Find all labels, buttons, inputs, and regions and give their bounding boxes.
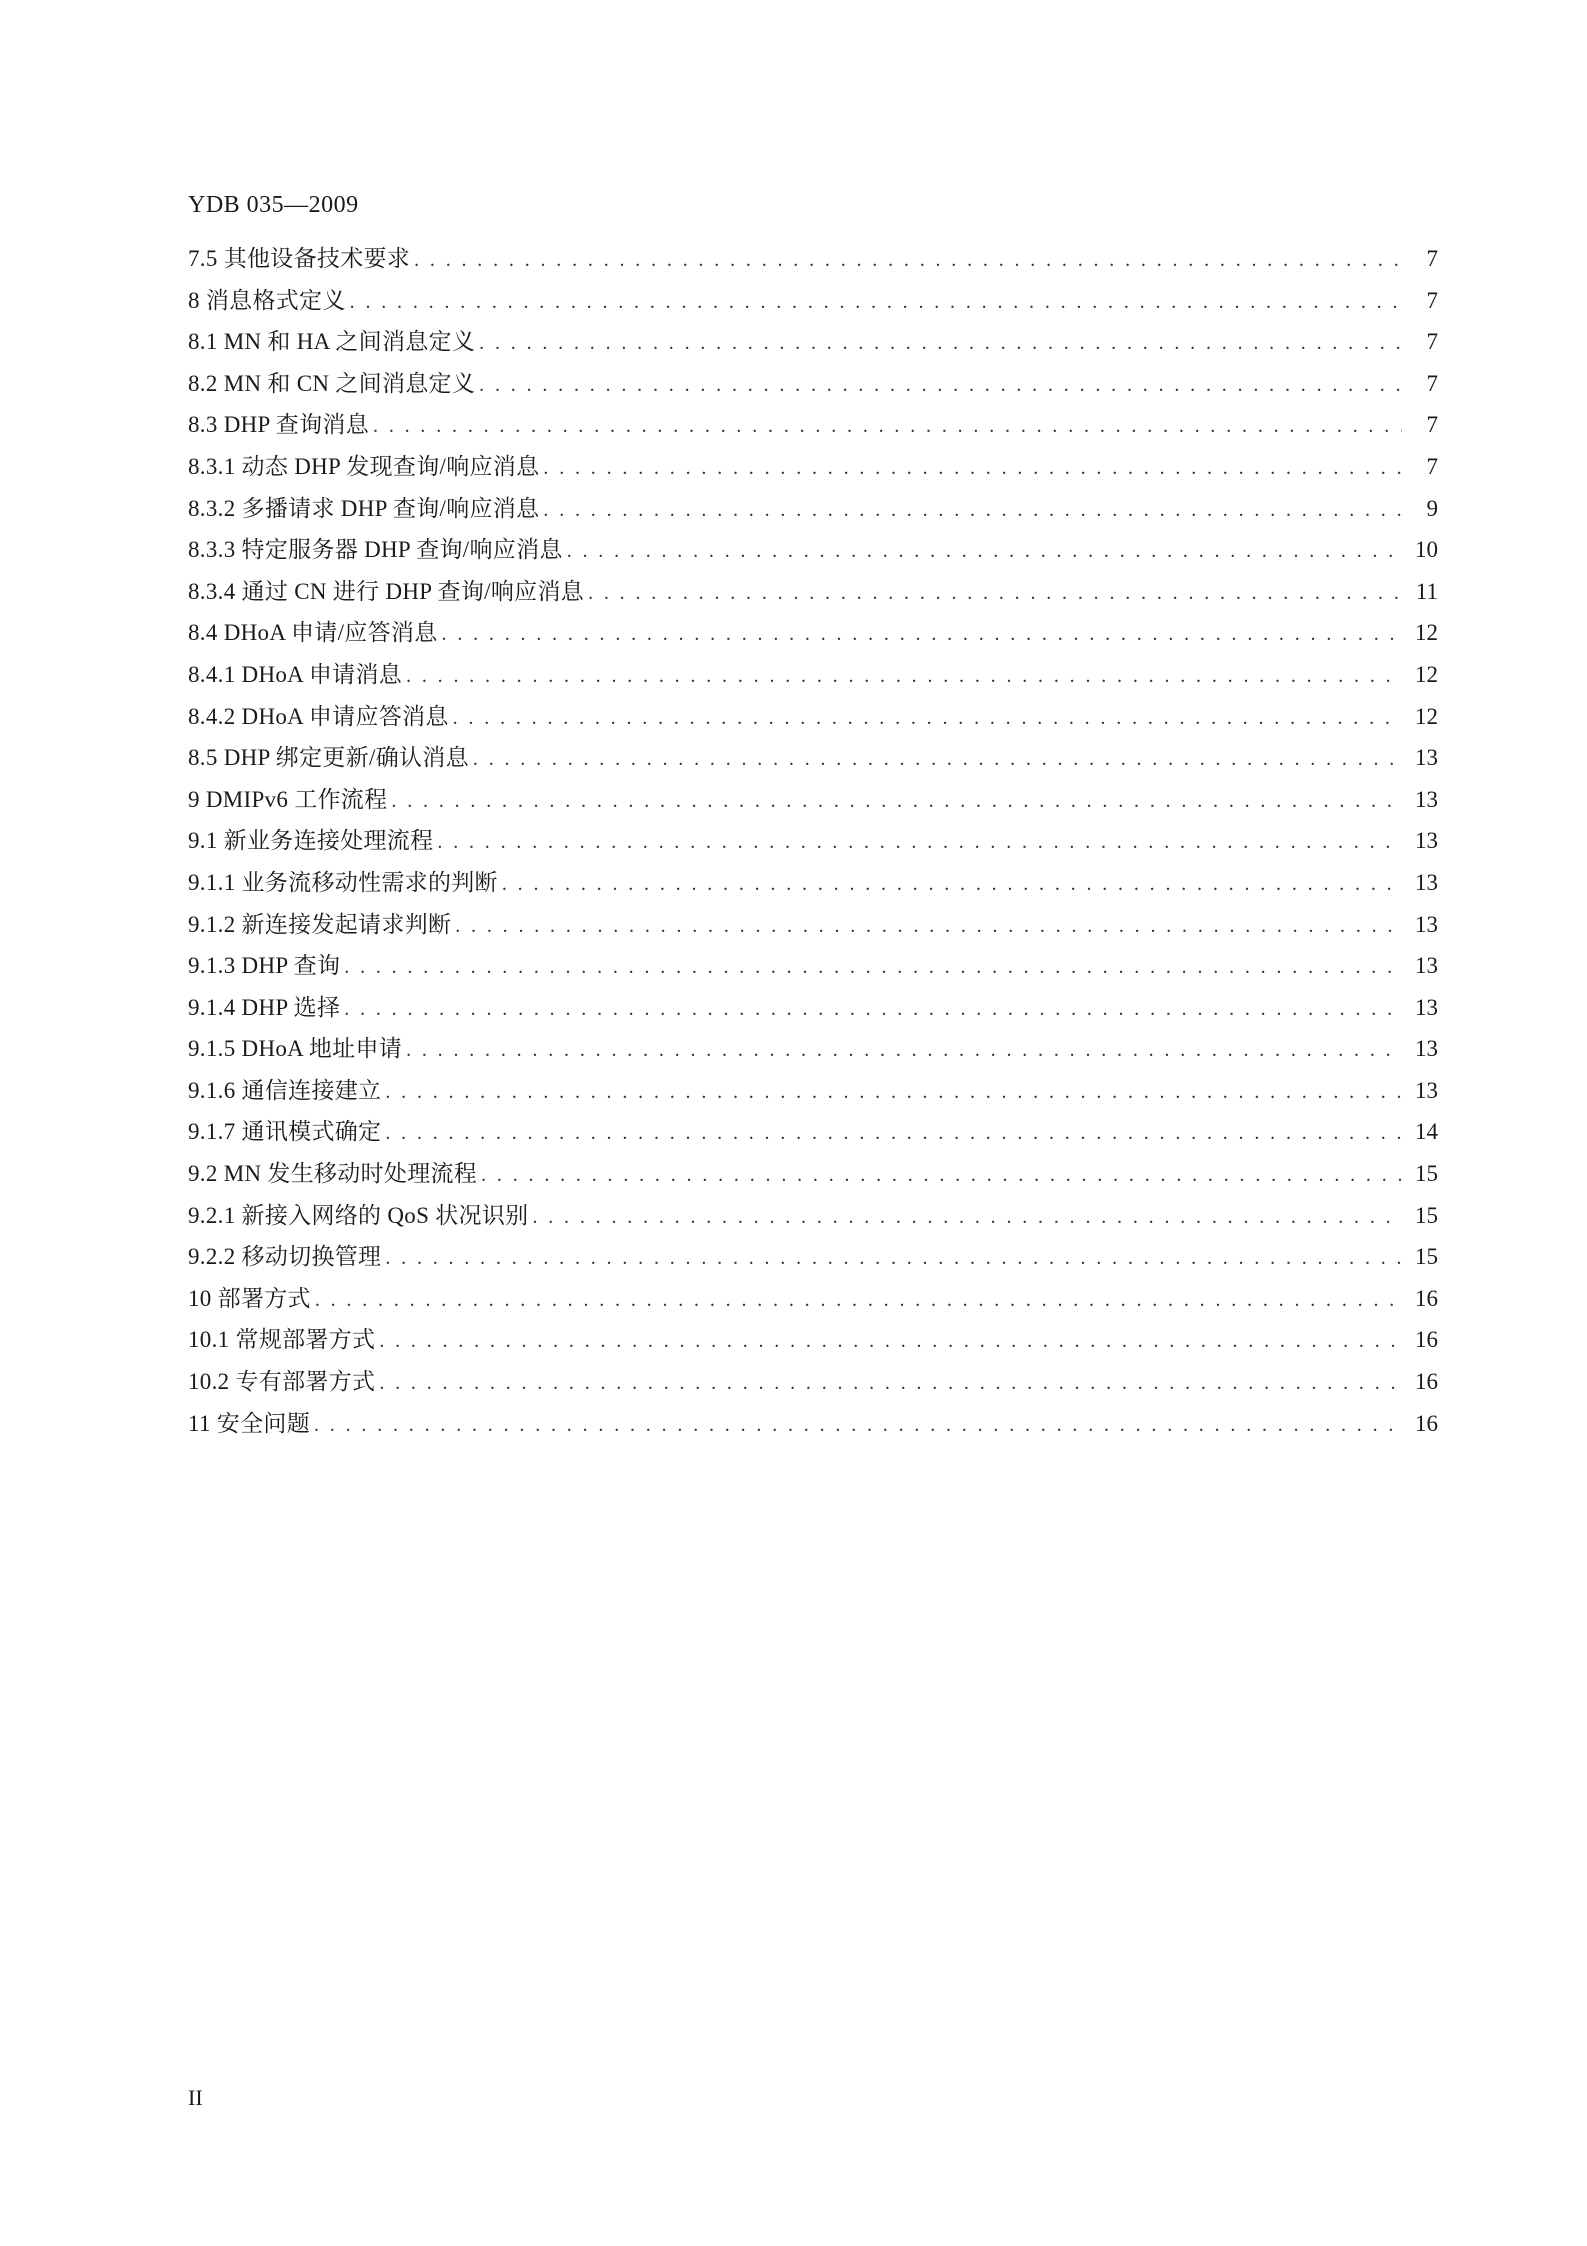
toc-entry-title: 8.3.1 动态 DHP 发现查询/响应消息 xyxy=(188,453,540,479)
toc-entry-title: 9.2.1 新接入网络的 QoS 状况识别 xyxy=(188,1202,529,1228)
toc-dot-leader xyxy=(437,831,1402,854)
toc-entry-page: 13 xyxy=(1415,1036,1438,1062)
toc-entry[interactable] xyxy=(188,822,1438,864)
toc-entry-page: 7 xyxy=(1426,453,1438,479)
toc-entry-page: 10 xyxy=(1415,537,1438,563)
toc-dot-leader xyxy=(315,1289,1402,1312)
toc-entry-title: 9.2 MN 发生移动时处理流程 xyxy=(188,1161,478,1187)
toc-dot-leader xyxy=(481,1164,1402,1187)
toc-dot-leader xyxy=(543,457,1402,480)
toc-entry[interactable] xyxy=(188,490,1438,532)
toc-entry-title: 8.5 DHP 绑定更新/确认消息 xyxy=(188,745,469,771)
toc-dot-leader xyxy=(385,1247,1402,1270)
toc-entry[interactable] xyxy=(188,1072,1438,1114)
toc-entry-title: 8.3.4 通过 CN 进行 DHP 查询/响应消息 xyxy=(188,578,585,604)
toc-entry[interactable] xyxy=(188,1155,1438,1197)
toc-entry-page: 9 xyxy=(1426,495,1438,521)
toc-dot-leader xyxy=(479,332,1402,355)
toc-entry[interactable] xyxy=(188,1113,1438,1155)
toc-entry-title: 9.1.3 DHP 查询 xyxy=(188,953,341,979)
toc-entry[interactable] xyxy=(188,323,1438,365)
toc-dot-leader xyxy=(344,998,1402,1021)
toc-entry-title: 10 部署方式 xyxy=(188,1285,311,1311)
toc-entry[interactable] xyxy=(188,1321,1438,1363)
toc-dot-leader xyxy=(385,1122,1402,1145)
toc-entry-page: 13 xyxy=(1415,745,1438,771)
toc-entry-title: 9.1.5 DHoA 地址申请 xyxy=(188,1036,403,1062)
toc-entry-page: 16 xyxy=(1415,1327,1438,1353)
toc-entry[interactable] xyxy=(188,906,1438,948)
toc-entry-page: 13 xyxy=(1415,828,1438,854)
toc-entry-title: 8.2 MN 和 CN 之间消息定义 xyxy=(188,370,476,396)
page-number: II xyxy=(188,2085,203,2110)
toc-entry-title: 9.1.6 通信连接建立 xyxy=(188,1077,382,1103)
toc-entry[interactable] xyxy=(188,781,1438,823)
toc-dot-leader xyxy=(385,1081,1402,1104)
toc-entry[interactable] xyxy=(188,1030,1438,1072)
toc-entry[interactable] xyxy=(188,698,1438,740)
toc-entry-page: 7 xyxy=(1426,287,1438,313)
toc-entry[interactable] xyxy=(188,1405,1438,1447)
toc-entry-title: 8.3 DHP 查询消息 xyxy=(188,412,370,438)
toc-dot-leader xyxy=(406,665,1402,688)
toc-dot-leader xyxy=(532,1206,1402,1229)
toc-entry[interactable] xyxy=(188,573,1438,615)
toc-entry-page: 13 xyxy=(1415,911,1438,937)
toc-entry-page: 7 xyxy=(1426,412,1438,438)
toc-dot-leader xyxy=(406,1039,1402,1062)
toc-entry-page: 16 xyxy=(1415,1369,1438,1395)
toc-dot-leader xyxy=(379,1330,1402,1353)
toc-entry-page: 13 xyxy=(1415,1077,1438,1103)
table-of-contents xyxy=(188,240,1438,1446)
toc-entry-title: 9.1.4 DHP 选择 xyxy=(188,994,341,1020)
toc-entry-page: 12 xyxy=(1415,661,1438,687)
toc-dot-leader xyxy=(344,956,1402,979)
toc-entry-page: 15 xyxy=(1415,1244,1438,1270)
toc-entry-page: 13 xyxy=(1415,994,1438,1020)
toc-entry-title: 8.4 DHoA 申请/应答消息 xyxy=(188,620,438,646)
toc-dot-leader xyxy=(350,291,1402,314)
toc-entry-title: 8.3.2 多播请求 DHP 查询/响应消息 xyxy=(188,495,540,521)
toc-dot-leader xyxy=(455,915,1402,938)
toc-entry[interactable] xyxy=(188,282,1438,324)
toc-entry-title: 8.1 MN 和 HA 之间消息定义 xyxy=(188,329,476,355)
toc-entry-title: 8.3.3 特定服务器 DHP 查询/响应消息 xyxy=(188,537,563,563)
toc-entry[interactable] xyxy=(188,1197,1438,1239)
toc-entry-page: 15 xyxy=(1415,1202,1438,1228)
toc-dot-leader xyxy=(502,873,1402,896)
toc-entry-page: 12 xyxy=(1415,703,1438,729)
toc-dot-leader xyxy=(567,540,1402,563)
toc-entry-title: 9.1.2 新连接发起请求判断 xyxy=(188,911,452,937)
toc-entry-title: 9.1.1 业务流移动性需求的判断 xyxy=(188,869,498,895)
toc-entry[interactable] xyxy=(188,365,1438,407)
toc-entry[interactable] xyxy=(188,448,1438,490)
toc-entry-title: 9 DMIPv6 工作流程 xyxy=(188,786,388,812)
toc-entry-title: 11 安全问题 xyxy=(188,1410,310,1436)
toc-entry-title: 10.1 常规部署方式 xyxy=(188,1327,376,1353)
toc-entry-title: 9.1 新业务连接处理流程 xyxy=(188,828,434,854)
toc-entry[interactable] xyxy=(188,614,1438,656)
toc-entry[interactable] xyxy=(188,1363,1438,1405)
toc-entry-page: 7 xyxy=(1426,329,1438,355)
toc-entry-page: 13 xyxy=(1415,869,1438,895)
toc-entry-page: 7 xyxy=(1426,246,1438,271)
toc-entry[interactable] xyxy=(188,739,1438,781)
toc-entry-page: 15 xyxy=(1415,1161,1438,1187)
toc-entry-title: 8.4.2 DHoA 申请应答消息 xyxy=(188,703,449,729)
toc-dot-leader xyxy=(442,623,1402,646)
toc-entry-page: 7 xyxy=(1426,370,1438,396)
document-code: YDB 035—2009 xyxy=(188,192,359,218)
toc-entry-page: 13 xyxy=(1415,953,1438,979)
toc-entry-title: 8 消息格式定义 xyxy=(188,287,346,313)
toc-dot-leader xyxy=(314,1414,1402,1437)
toc-dot-leader xyxy=(453,707,1402,730)
toc-dot-leader xyxy=(543,499,1402,522)
toc-entry-page: 12 xyxy=(1415,620,1438,646)
toc-entry[interactable] xyxy=(188,947,1438,989)
toc-entry-title: 10.2 专有部署方式 xyxy=(188,1369,376,1395)
toc-entry[interactable] xyxy=(188,1280,1438,1322)
toc-entry[interactable] xyxy=(188,531,1438,573)
toc-dot-leader xyxy=(479,374,1402,397)
toc-entry-page: 16 xyxy=(1415,1285,1438,1311)
toc-dot-leader xyxy=(414,249,1402,272)
toc-entry-title: 9.1.7 通讯模式确定 xyxy=(188,1119,382,1145)
toc-entry-page: 14 xyxy=(1415,1119,1438,1145)
toc-entry-title: 9.2.2 移动切换管理 xyxy=(188,1244,382,1270)
toc-entry-page: 13 xyxy=(1415,786,1438,812)
toc-entry[interactable] xyxy=(188,1238,1438,1280)
toc-entry[interactable] xyxy=(188,989,1438,1031)
toc-entry[interactable] xyxy=(188,864,1438,906)
toc-entry-title: 8.4.1 DHoA 申请消息 xyxy=(188,661,403,687)
toc-entry-page: 11 xyxy=(1415,578,1438,604)
toc-dot-leader xyxy=(373,415,1402,438)
toc-entry-title: 7.5 其他设备技术要求 xyxy=(188,246,411,271)
toc-entry[interactable] xyxy=(188,240,1438,282)
toc-dot-leader xyxy=(588,582,1402,605)
toc-dot-leader xyxy=(379,1372,1402,1395)
toc-dot-leader xyxy=(473,748,1402,771)
toc-entry[interactable] xyxy=(188,656,1438,698)
toc-entry-page: 16 xyxy=(1415,1410,1438,1436)
toc-dot-leader xyxy=(391,790,1402,813)
toc-entry[interactable] xyxy=(188,406,1438,448)
